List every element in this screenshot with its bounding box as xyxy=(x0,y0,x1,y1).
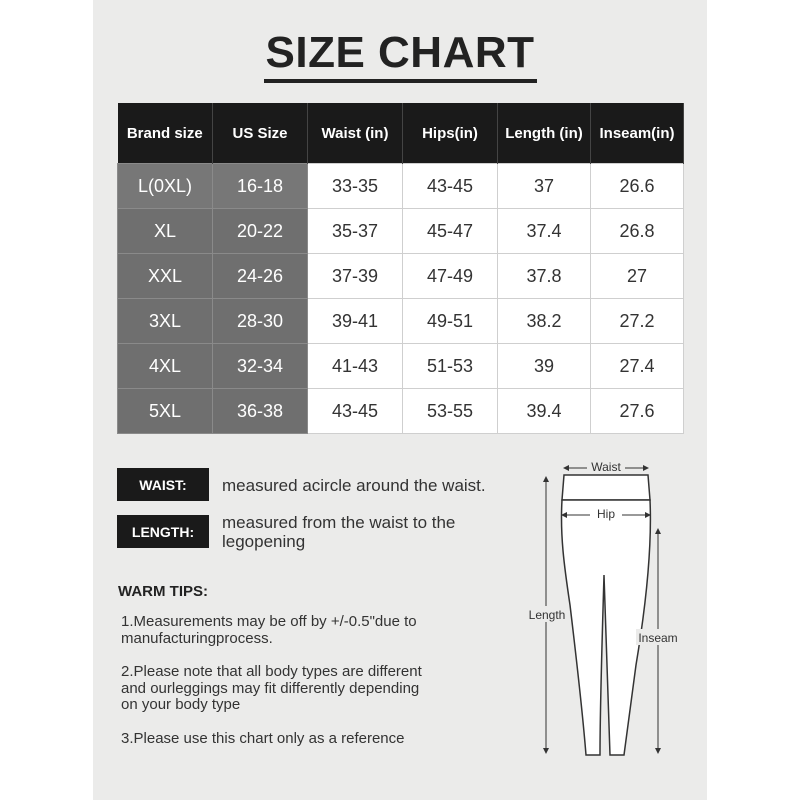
cell-inseam: 26.6 xyxy=(591,164,684,209)
cell-length: 37.4 xyxy=(498,209,591,254)
header-inseam: Inseam(in) xyxy=(591,103,684,164)
cell-us-size: 24-26 xyxy=(213,254,308,299)
cell-length: 37 xyxy=(498,164,591,209)
size-table xyxy=(117,103,684,434)
cell-waist: 43-45 xyxy=(308,389,403,434)
cell-length: 39.4 xyxy=(498,389,591,434)
cell-waist: 39-41 xyxy=(308,299,403,344)
table-row xyxy=(118,254,684,299)
header-hips: Hips(in) xyxy=(403,103,498,164)
cell-inseam: 27 xyxy=(591,254,684,299)
cell-waist: 37-39 xyxy=(308,254,403,299)
cell-waist: 35-37 xyxy=(308,209,403,254)
cell-brand-size: 3XL xyxy=(118,299,213,344)
cell-brand-size: L(0XL) xyxy=(118,164,213,209)
cell-us-size: 28-30 xyxy=(213,299,308,344)
cell-us-size: 16-18 xyxy=(213,164,308,209)
cell-inseam: 27.4 xyxy=(591,344,684,389)
table-header-row xyxy=(118,103,684,164)
hip-dim-label: Hip xyxy=(596,507,616,521)
table-row xyxy=(118,344,684,389)
cell-waist: 41-43 xyxy=(308,344,403,389)
warm-tips-title: WARM TIPS: xyxy=(118,583,208,600)
tip-3: 3.Please use this chart only as a reference xyxy=(121,730,405,747)
table-row xyxy=(118,164,684,209)
cell-brand-size: XL xyxy=(118,209,213,254)
cell-waist: 33-35 xyxy=(308,164,403,209)
table-row xyxy=(118,299,684,344)
header-waist: Waist (in) xyxy=(308,103,403,164)
length-dim-label: Length xyxy=(528,608,566,622)
cell-hips: 43-45 xyxy=(403,164,498,209)
length-description: measured from the waist to the legopening xyxy=(222,513,456,551)
leggings-diagram xyxy=(510,455,690,775)
cell-hips: 49-51 xyxy=(403,299,498,344)
cell-brand-size: XXL xyxy=(118,254,213,299)
leggings-shape xyxy=(561,500,650,755)
cell-inseam: 26.8 xyxy=(591,209,684,254)
cell-length: 38.2 xyxy=(498,299,591,344)
cell-brand-size: 5XL xyxy=(118,389,213,434)
cell-length: 37.8 xyxy=(498,254,591,299)
cell-us-size: 20-22 xyxy=(213,209,308,254)
cell-us-size: 32-34 xyxy=(213,344,308,389)
waist-label: WAIST: xyxy=(117,468,209,501)
cell-us-size: 36-38 xyxy=(213,389,308,434)
waistband-shape xyxy=(562,475,650,500)
header-brand-size: Brand size xyxy=(118,103,213,164)
page-title: SIZE CHART xyxy=(0,28,800,83)
cell-hips: 47-49 xyxy=(403,254,498,299)
header-length: Length (in) xyxy=(498,103,591,164)
cell-length: 39 xyxy=(498,344,591,389)
waist-dim-label: Waist xyxy=(591,460,621,474)
cell-hips: 51-53 xyxy=(403,344,498,389)
tip-1: 1.Measurements may be off by +/-0.5"due to manufacturingprocess. xyxy=(121,613,417,647)
header-us-size: US Size xyxy=(213,103,308,164)
cell-hips: 53-55 xyxy=(403,389,498,434)
table-row xyxy=(118,389,684,434)
cell-inseam: 27.2 xyxy=(591,299,684,344)
tip-2: 2.Please note that all body types are different and ourleggings may fit differently depending on your body type xyxy=(121,663,422,713)
table-row xyxy=(118,209,684,254)
length-label: LENGTH: xyxy=(117,515,209,548)
waist-description: measured acircle around the waist. xyxy=(222,476,486,495)
inseam-dim-label: Inseam xyxy=(638,631,678,645)
cell-hips: 45-47 xyxy=(403,209,498,254)
cell-brand-size: 4XL xyxy=(118,344,213,389)
cell-inseam: 27.6 xyxy=(591,389,684,434)
